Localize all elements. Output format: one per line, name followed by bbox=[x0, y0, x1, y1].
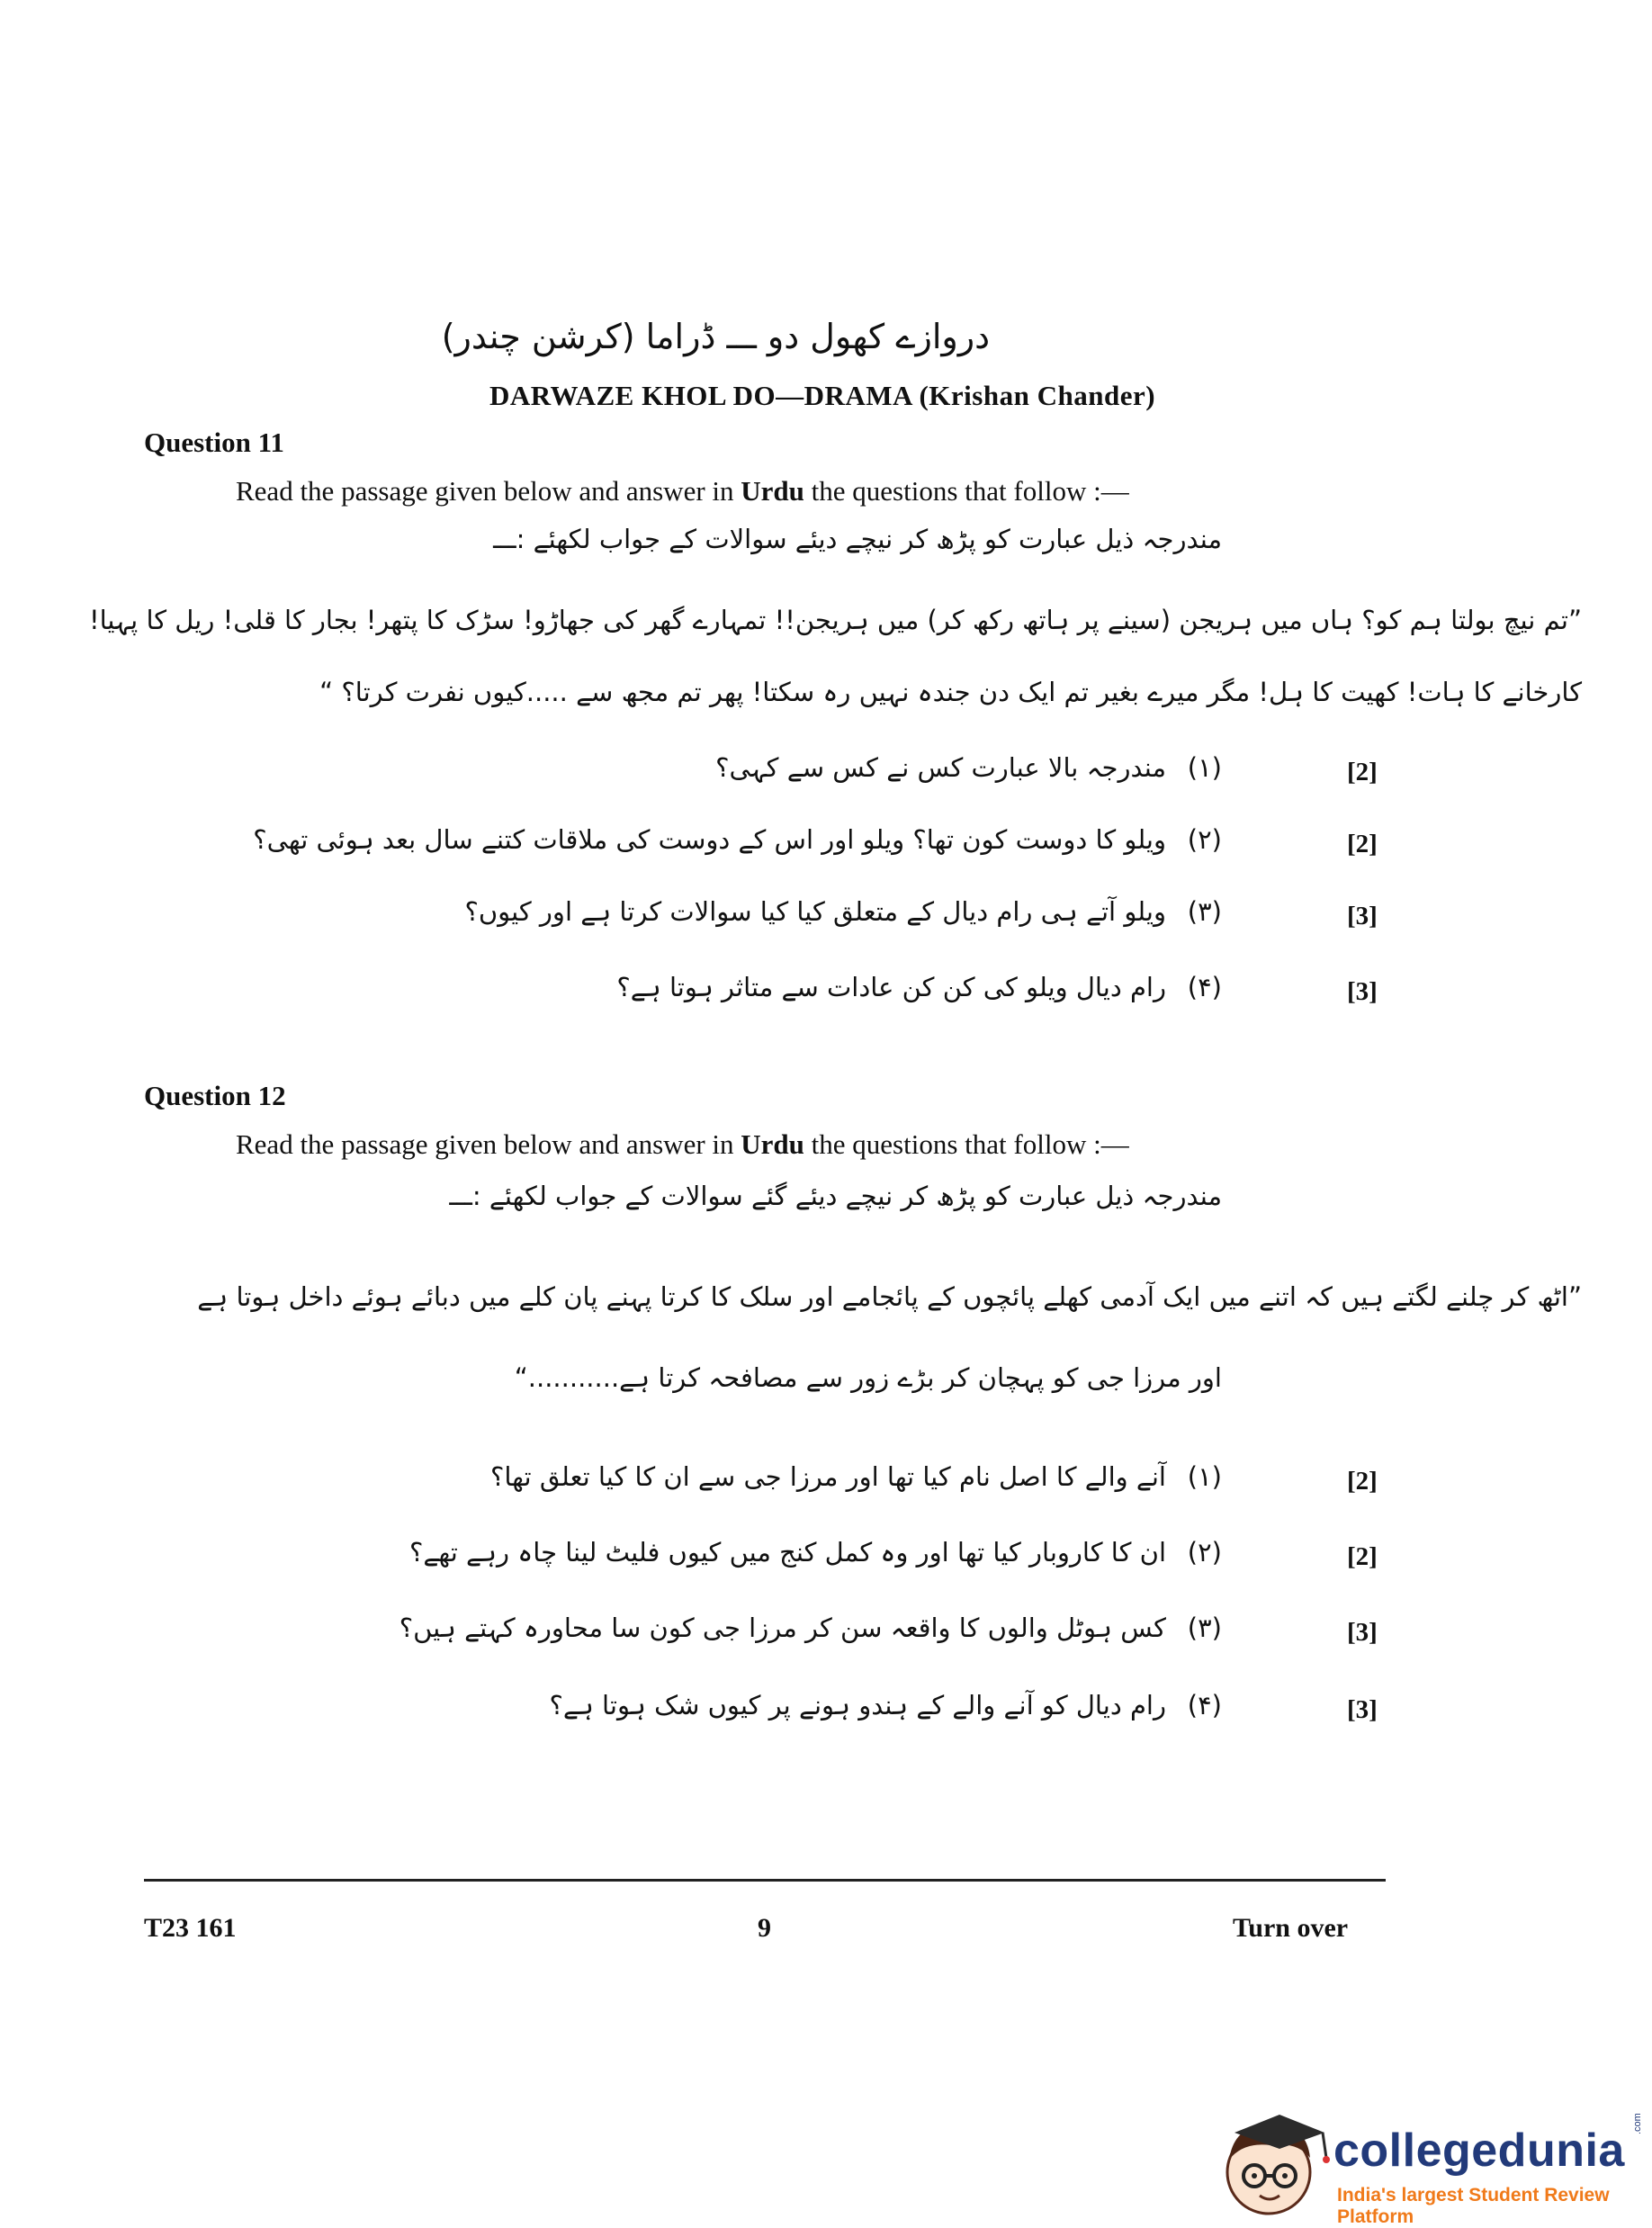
section-title-urdu: دروازے کھول دو ـــ ڈراما (کرشن چندر) bbox=[441, 317, 990, 356]
subquestion-marks: [3] bbox=[1347, 977, 1378, 1006]
brand-name: collegedunia bbox=[1333, 2125, 1625, 2177]
question-11-instruction bbox=[236, 475, 1129, 508]
question-11-instruction-urdu: مندرجہ ذیل عبارت کو پڑھ کر نیچے دیئے سوالات کے جواب لکھئے :ـــ bbox=[493, 524, 1222, 554]
footer-divider bbox=[144, 1879, 1386, 1882]
subquestion-number: (۲) bbox=[1187, 1537, 1222, 1568]
subquestion-text: ویلو آتے ہی رام دیال کے متعلق کیا کیا سوالات کرتا ہے اور کیوں؟ bbox=[464, 896, 1166, 927]
question-11-passage-line-1: ”تم نیچ بولتا ہم کو؟ ہاں میں ہریجن (سینے پر ہاتھ رکھ کر) میں ہریجن!! تمہارے گھر کی جھاڑو! سڑک کا پتھر! بجار کا قلی! ریل کا پہیا! bbox=[88, 605, 1582, 635]
subquestion-marks: [3] bbox=[1347, 902, 1378, 930]
subquestion-marks: [2] bbox=[1347, 1542, 1378, 1571]
subquestion-text: ان کا کاروبار کیا تھا اور وہ کمل کنج میں کیوں فلیٹ لینا چاہ رہے تھے؟ bbox=[409, 1537, 1166, 1568]
subquestion-marks: [3] bbox=[1347, 1695, 1378, 1724]
subquestion-number: (۱) bbox=[1187, 752, 1222, 783]
turn-over-label: Turn over bbox=[1233, 1913, 1349, 1943]
question-12-passage-line-2: اور مرزا جی کو پہچان کر بڑے زور سے مصافحہ کرتا ہے...........“ bbox=[514, 1362, 1222, 1393]
instruction-language: Urdu bbox=[741, 475, 804, 507]
instruction-text-end: the questions that follow :— bbox=[811, 475, 1129, 507]
brand-dotcom: .com bbox=[1632, 2113, 1643, 2134]
mascot-icon bbox=[1217, 2106, 1333, 2223]
subquestion-number: (۴) bbox=[1187, 972, 1222, 1002]
subquestion-number: (۴) bbox=[1187, 1690, 1222, 1720]
subquestion-text: مندرجہ بالا عبارت کس نے کس سے کہی؟ bbox=[715, 752, 1166, 783]
subquestion-text: رام دیال ویلو کی کن کن عادات سے متاثر ہوتا ہے؟ bbox=[616, 972, 1166, 1002]
subquestion-number: (۱) bbox=[1187, 1461, 1222, 1492]
subquestion-number: (۳) bbox=[1187, 1613, 1222, 1643]
subquestion-text: آنے والے کا اصل نام کیا تھا اور مرزا جی سے ان کا کیا تعلق تھا؟ bbox=[489, 1461, 1166, 1492]
page-number: 9 bbox=[758, 1913, 771, 1943]
instruction-text-end: the questions that follow :— bbox=[811, 1128, 1129, 1160]
question-11-passage-line-2: کارخانے کا ہات! کھیت کا ہل! مگر میرے بغیر تم ایک دن جندہ نہیں رہ سکتا! پھر تم مجھ سے .....کیوں نفرت کرتا؟ “ bbox=[319, 677, 1582, 707]
question-12-instruction bbox=[236, 1128, 1129, 1161]
section-title-english: DARWAZE KHOL DO—DRAMA (Krishan Chander) bbox=[489, 380, 1156, 411]
paper-code: T23 161 bbox=[144, 1913, 237, 1943]
instruction-text: Read the passage given below and answer in bbox=[236, 475, 734, 507]
brand-tagline: India's largest Student Review Platform bbox=[1337, 2185, 1610, 2227]
subquestion-number: (۳) bbox=[1187, 896, 1222, 927]
question-12-instruction-urdu: مندرجہ ذیل عبارت کو پڑھ کر نیچے دیئے گئے سوالات کے جواب لکھئے :ـــ bbox=[449, 1181, 1222, 1211]
subquestion-marks: [3] bbox=[1347, 1618, 1378, 1647]
instruction-language: Urdu bbox=[741, 1128, 804, 1160]
instruction-text: Read the passage given below and answer in bbox=[236, 1128, 734, 1160]
subquestion-text: کس ہوٹل والوں کا واقعہ سن کر مرزا جی کون سا محاورہ کہتے ہیں؟ bbox=[399, 1613, 1166, 1643]
question-11-heading: Question 11 bbox=[144, 427, 284, 458]
question-12-passage-line-1: ”اٹھ کر چلنے لگتے ہیں کہ اتنے میں ایک آدمی کھلے پائچوں کے پائجامے اور سلک کا کرتا پہنے پان کلے میں دبائے ہوئے داخل ہوتا ہے bbox=[197, 1281, 1582, 1312]
subquestion-marks: [2] bbox=[1347, 830, 1378, 858]
subquestion-marks: [2] bbox=[1347, 758, 1378, 786]
question-12-heading: Question 12 bbox=[144, 1080, 286, 1111]
subquestion-text: رام دیال کو آنے والے کے ہندو ہونے پر کیوں شک ہوتا ہے؟ bbox=[549, 1690, 1166, 1720]
subquestion-number: (۲) bbox=[1187, 824, 1222, 855]
subquestion-text: ویلو کا دوست کون تھا؟ ویلو اور اس کے دوست کی ملاقات کتنے سال بعد ہوئی تھی؟ bbox=[253, 824, 1166, 855]
subquestion-marks: [2] bbox=[1347, 1467, 1378, 1496]
